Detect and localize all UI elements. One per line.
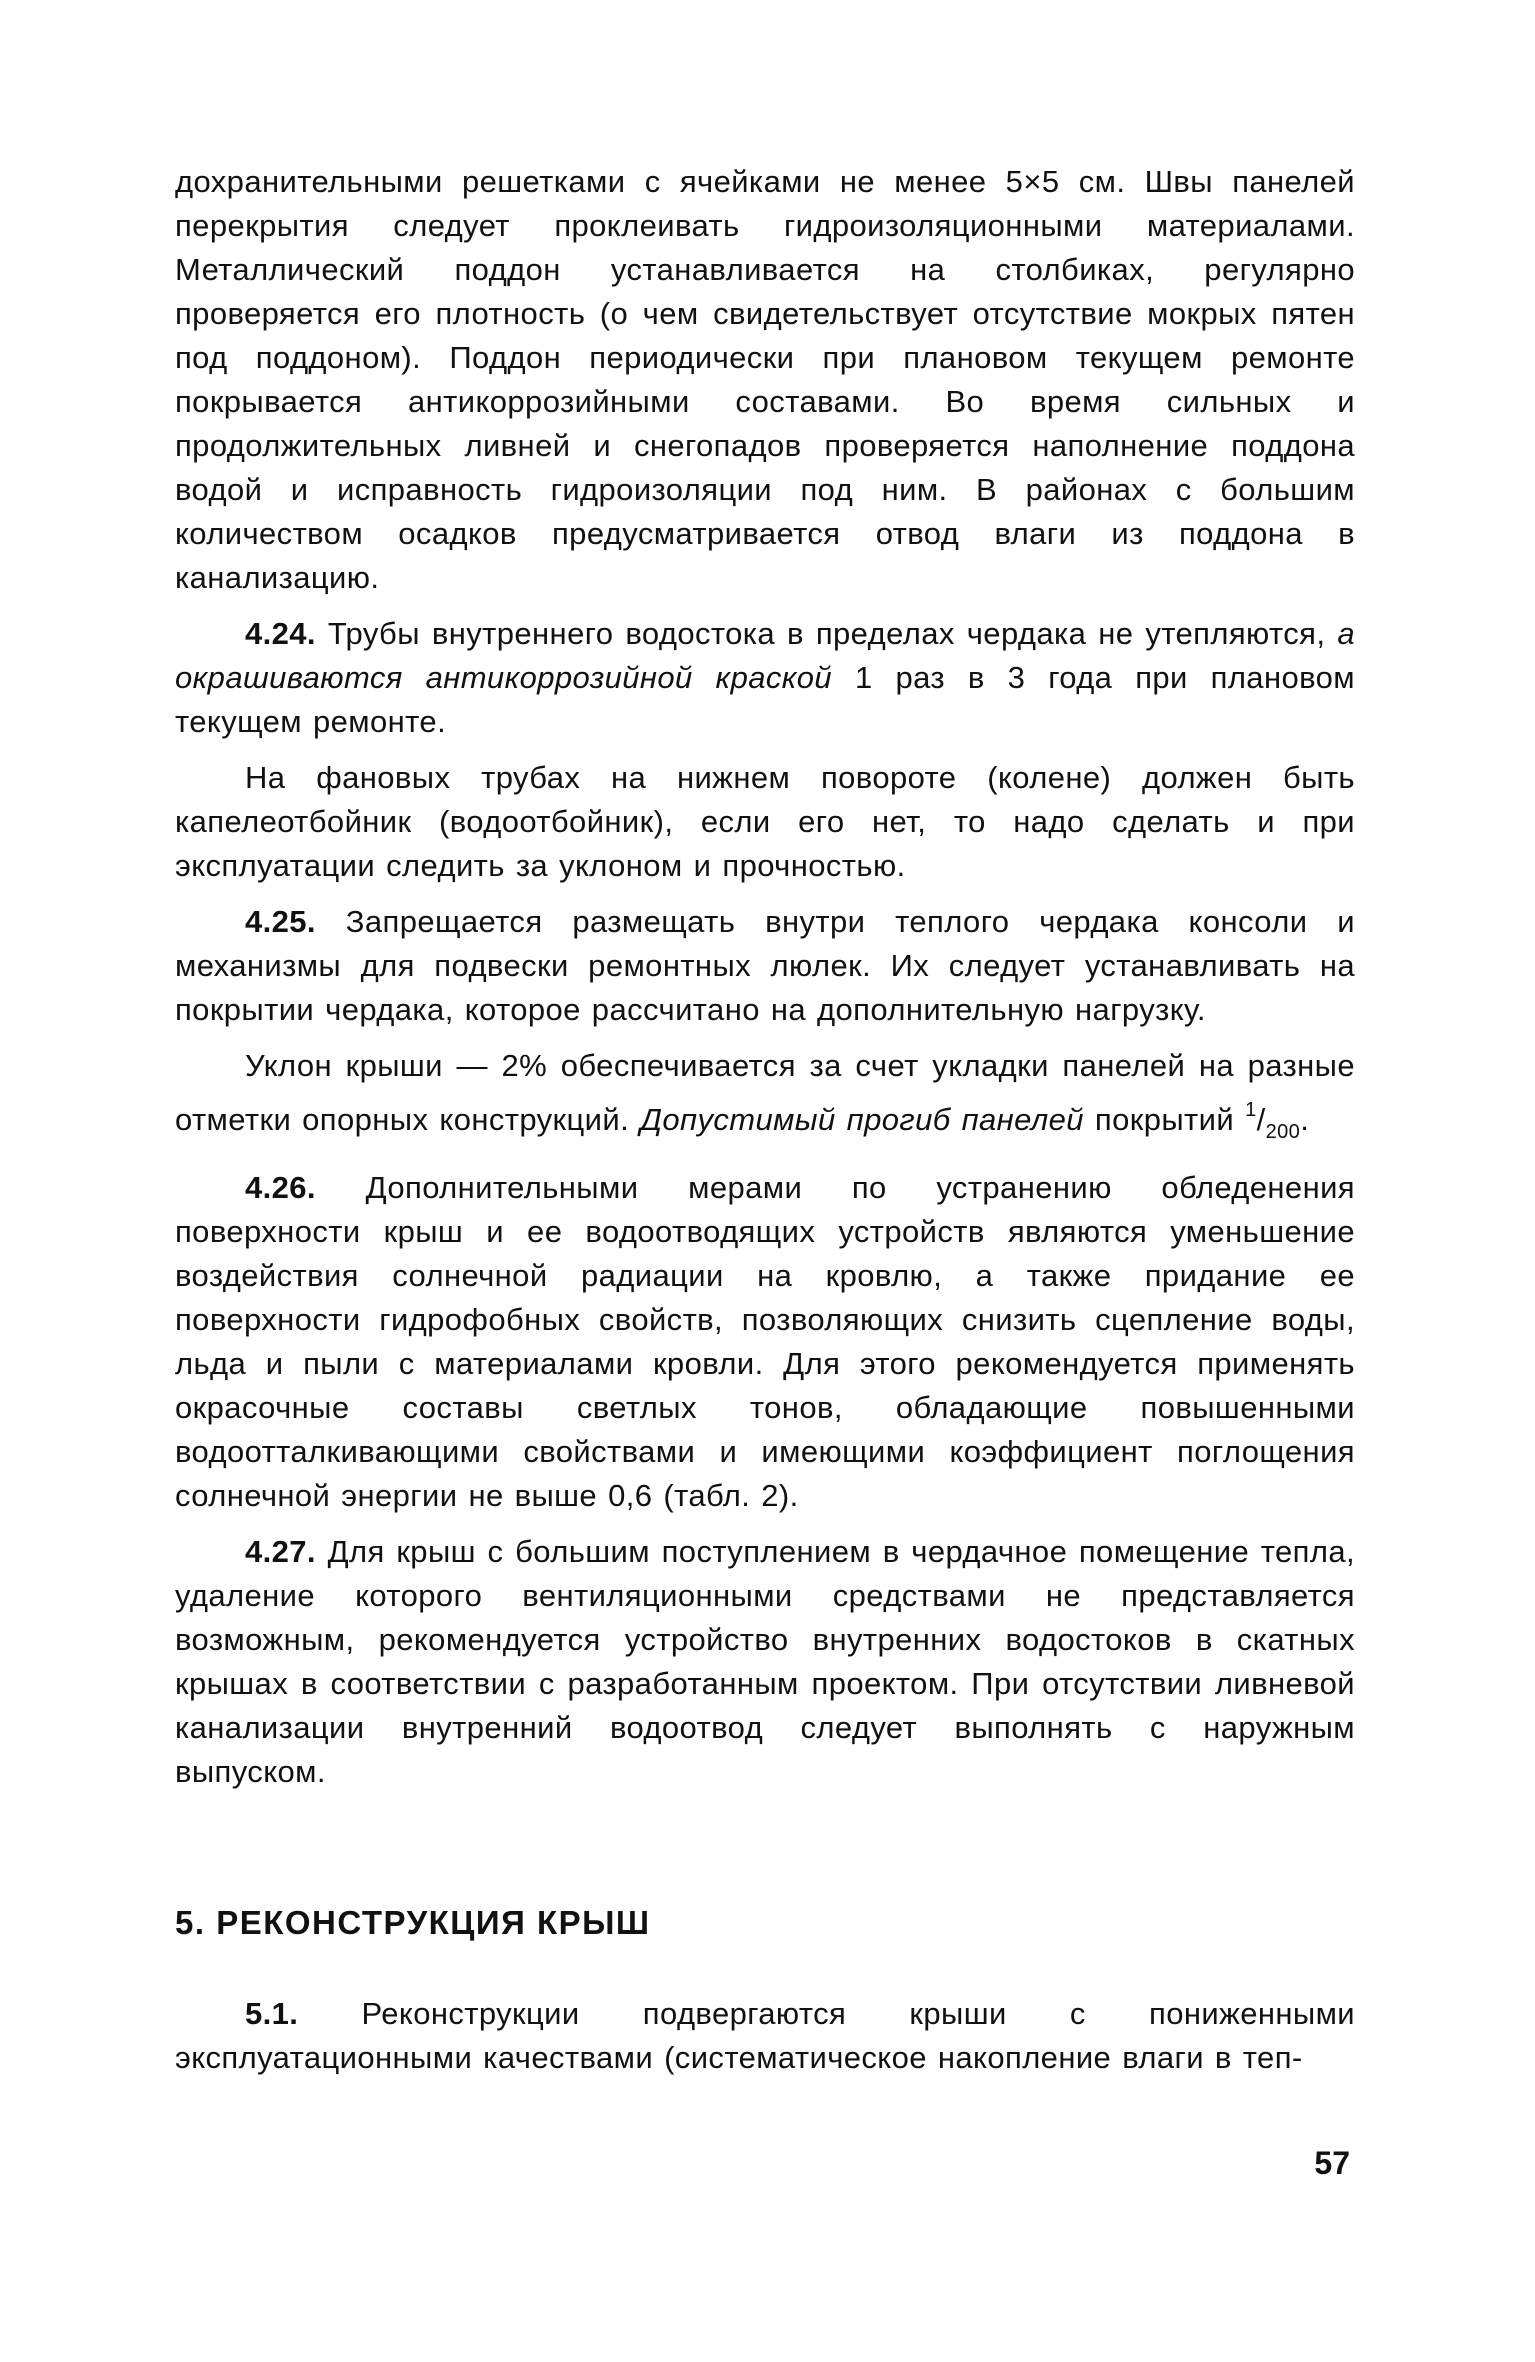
section-text: 1 раз в 3 года при плановом текущем ремонте.: [175, 660, 1355, 739]
section-5-1: [175, 1992, 1355, 2080]
section-text: Трубы внутреннего водостока в пределах чердака не утепляются,: [315, 616, 1338, 651]
slope-text: покрытий: [1083, 1102, 1246, 1137]
section-text: Дополнительными мерами по устранению обледенения поверхности крыш и ее водоотводящих устройств являются уменьшение воздействия солнечной радиации на кровлю, а также придание ее поверхности гидрофобных свойств, позволяющих снизить сцепление воды, льда и пыли с материалами кровли. Для этого рекомендуется применять окрасочные составы светлых тонов, обладающие повышенными водоотталкивающими свойствами и имеющими коэффициент поглощения солнечной энергии не выше 0,6 (табл. 2).: [175, 1170, 1355, 1513]
section-number: 4.24.: [245, 616, 316, 651]
section-4-26: [175, 1166, 1355, 1518]
section-4-25: [175, 900, 1355, 1032]
page-number: 57: [1314, 2145, 1350, 2181]
chapter-heading: 5. РЕКОНСТРУКЦИЯ КРЫШ: [175, 1904, 651, 1941]
slope-text-italic: Допустимый прогиб панелей: [640, 1102, 1084, 1137]
fraction-numerator: 1: [1245, 1099, 1257, 1121]
paragraph-fan-pipes: На фановых трубах на нижнем повороте (колене) должен быть капелеотбойник (водоотбойник), если его нет, то надо сделать и при эксплуатации следить за уклоном и прочностью.: [175, 760, 1355, 883]
paragraph-pan-continuation: дохранительными решетками с ячейками не менее 5×5 см. Швы панелей перекрытия следует проклеивать гидроизоляционными материалами. Металлический поддон устанавливается на столбиках, регулярно проверяется его плотность (о чем свидетельствует отсутствие мокрых пятен под поддоном). Поддон периодически при плановом текущем ремонте покрывается антикоррозийными составами. Во время сильных и продолжительных ливней и снегопадов проверяется наполнение поддона водой и исправность гидроизоляции под ним. В районах с большим количеством осадков предусматривается отвод влаги из поддона в канализацию.: [175, 164, 1355, 595]
slope-end: .: [1300, 1102, 1310, 1137]
section-4-27: [175, 1530, 1355, 1794]
section-text: Запрещается размещать внутри теплого чердака консоли и механизмы для подвески ремонтных люлек. Их следует устанавливать на покрытии чердака, которое рассчитано на дополнительную нагрузку.: [175, 904, 1355, 1027]
section-number: 4.25.: [245, 904, 316, 939]
document-page: [175, 160, 1355, 2080]
section-text-italic: а окрашиваются антикоррозийной краской: [175, 616, 1355, 695]
section-number: 5.1.: [245, 1996, 299, 2031]
fraction-separator: /: [1256, 1102, 1266, 1137]
section-text: Реконструкции подвергаются крыши с пониженными эксплуатационными качествами (систематическое накопление влаги в теп-: [175, 1996, 1355, 2075]
section-number: 4.27.: [245, 1534, 316, 1569]
section-4-24: [175, 612, 1355, 744]
section-text: Для крыш с большим поступлением в чердачное помещение тепла, удаление которого вентиляционными средствами не представляется возможным, рекомендуется устройство внутренних водостоков в скатных крышах в соответствии с разработанным проектом. При отсутствии ливневой канализации внутренний водоотвод следует выполнять с наружным выпуском.: [175, 1534, 1355, 1789]
fraction-denominator: 200: [1265, 1121, 1301, 1143]
slope-text: Уклон крыши — 2% обеспечивается за счет укладки панелей на разные отметки опорных конструкций.: [175, 1048, 1355, 1137]
paragraph-roof-slope: [175, 1044, 1355, 1154]
section-number: 4.26.: [245, 1170, 316, 1205]
